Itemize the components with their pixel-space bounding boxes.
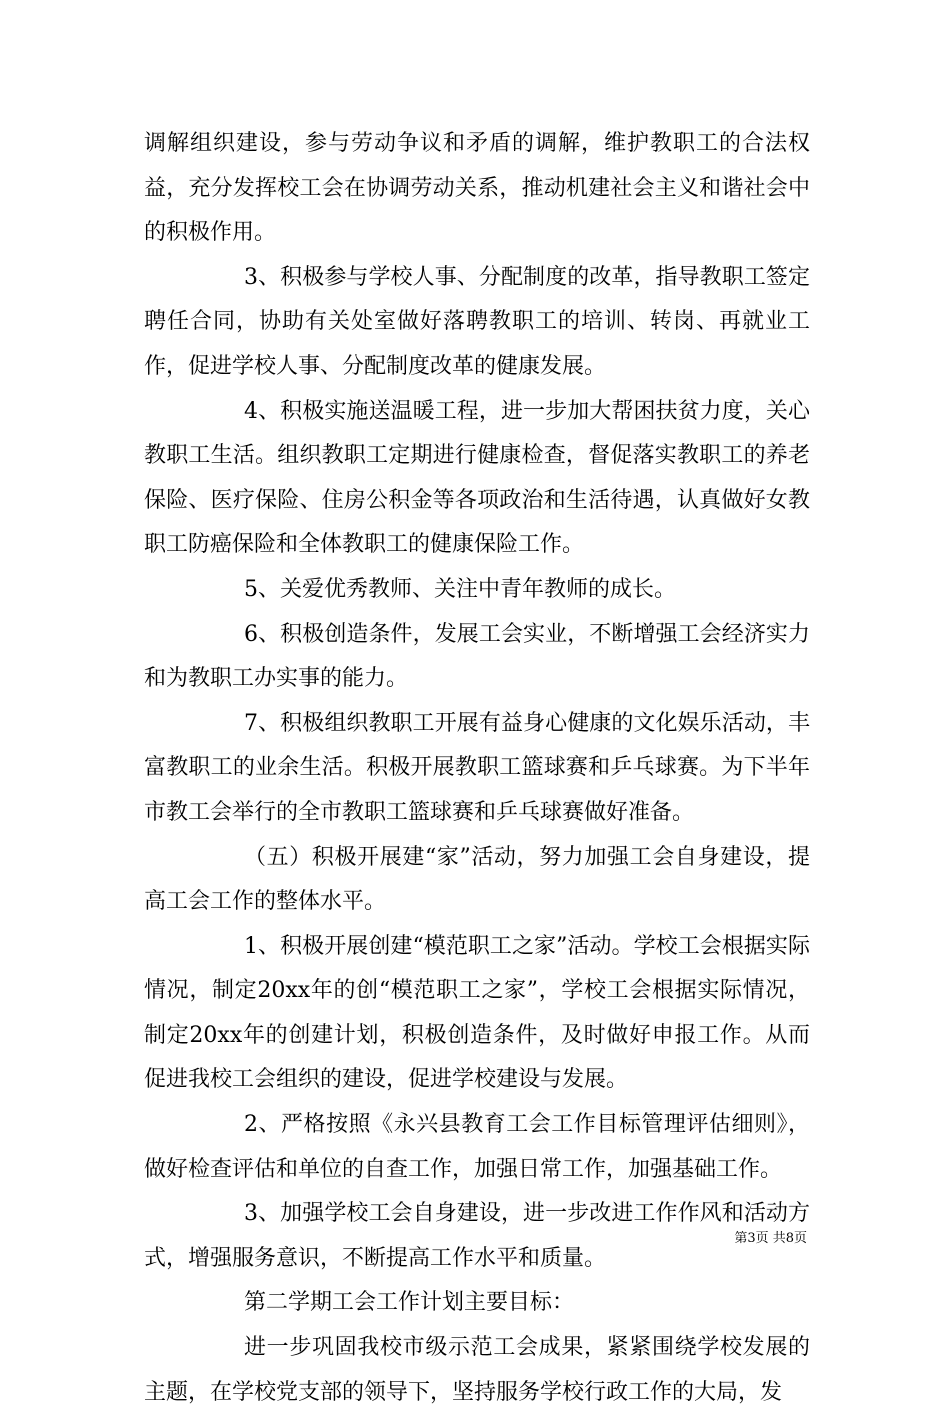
paragraph-item-3-self-building: 3、加强学校工会自身建设，进一步改进工作作风和活动方式，增强服务意识，不断提高工作水平和质量。 <box>144 1201 810 1271</box>
paragraph-second-term-goals-heading: 第二学期工会工作计划主要目标： <box>244 1290 575 1316</box>
paragraph-continuation: 调解组织建设，参与劳动争议和矛盾的调解，维护教职工的合法权益，充分发挥校工会在协调劳动关系，推动机建社会主义和谐社会中的积极作用。 <box>144 131 810 246</box>
document-body <box>144 122 810 1415</box>
paragraph-second-term-goals-body: 进一步巩固我校市级示范工会成果，紧紧围绕学校发展的主题，在学校党支部的领导下，坚持服务学校行政工作的大局，发 <box>144 1335 810 1405</box>
page-number-footer: 第3页 共8页 <box>734 1231 807 1246</box>
paragraph-item-6-union-enterprise: 6、积极创造条件，发展工会实业，不断增强工会经济实力和为教职工办实事的能力。 <box>144 621 810 692</box>
paragraph-section-5-heading: （五）积极开展建“家”活动，努力加强工会自身建设，提高工会工作的整体水平。 <box>144 844 810 915</box>
paragraph-item-4-warmth-project: 4、积极实施送温暖工程，进一步加大帮困扶贫力度，关心教职工生活。组织教职工定期进行健康检查，督促落实教职工的养老保险、医疗保险、住房公积金等各项政治和生活待遇，认真做好女教职工防癌保险和全体教职工的健康保险工作。 <box>144 398 810 558</box>
paragraph-item-1-model-home: 1、积极开展创建“模范职工之家”活动。学校工会根据实际情况，制定20xx年的创“模范职工之家”，学校工会根据实际情况，制定20xx年的创建计划，积极创造条件，及时做好申报工作。从而促进我校工会组织的建设，促进学校建设与发展。 <box>144 933 810 1093</box>
paragraph-item-2-evaluation: 2、严格按照《永兴县教育工会工作目标管理评估细则》，做好检查评估和单位的自查工作，加强日常工作，加强基础工作。 <box>144 1112 810 1182</box>
paragraph-item-3-personnel-reform: 3、积极参与学校人事、分配制度的改革，指导教职工签定聘任合同，协助有关处室做好落聘教职工的培训、转岗、再就业工作，促进学校人事、分配制度改革的健康发展。 <box>144 264 810 379</box>
paragraph-item-7-cultural-activities: 7、积极组织教职工开展有益身心健康的文化娱乐活动，丰富教职工的业余生活。积极开展教职工篮球赛和乒乓球赛。为下半年市教工会举行的全市教职工篮球赛和乒乓球赛做好准备。 <box>144 710 810 825</box>
paragraph-item-5-teacher-care: 5、关爱优秀教师、关注中青年教师的成长。 <box>244 576 676 602</box>
